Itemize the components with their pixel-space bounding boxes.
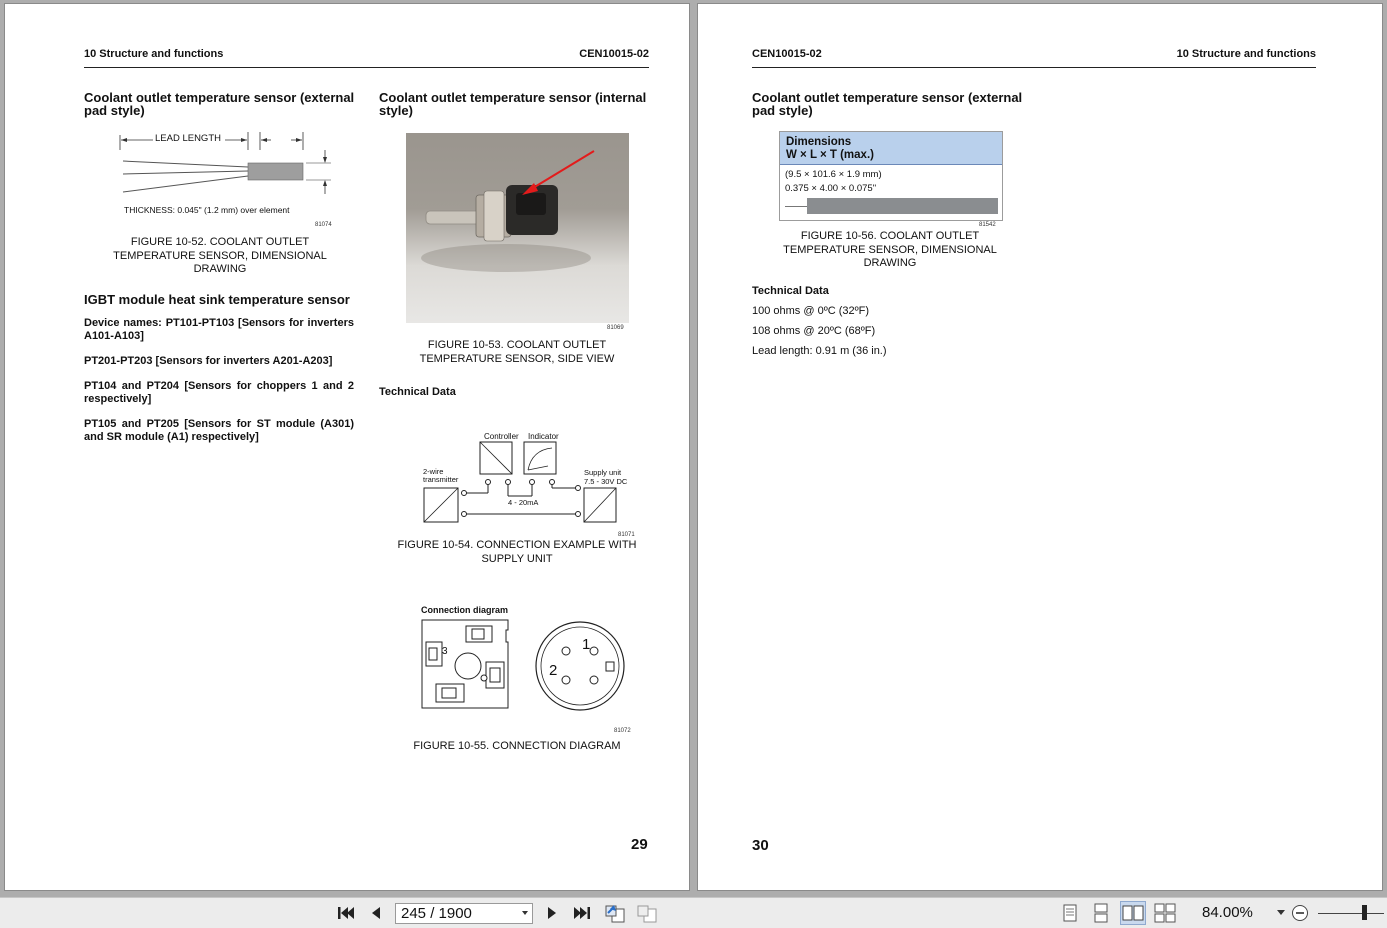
running-header-right: CEN10015-02 xyxy=(579,48,649,60)
connection-diagram-title: Connection diagram xyxy=(421,605,509,615)
lead-length-label: LEAD LENGTH xyxy=(155,133,221,144)
figure-10-52 xyxy=(113,130,343,235)
zoom-dropdown-icon[interactable] xyxy=(1275,898,1287,928)
figure-10-54 xyxy=(418,426,638,538)
zoom-out-icon[interactable] xyxy=(1290,898,1310,928)
dimensions-formula: W × L × T (max.) xyxy=(786,149,874,161)
resistance-0c: 100 ohms @ 0ºC (32ºF) xyxy=(752,305,870,317)
current-label: 4 - 20mA xyxy=(508,498,539,507)
paragraph-device-names: Device names: PT101-PT103 [Sensors for inverters A101-A103] xyxy=(84,317,354,342)
dimensions-mm: (9.5 × 101.6 × 1.9 mm) xyxy=(785,169,882,180)
figure-10-52-caption: FIGURE 10-52. COOLANT OUTLET TEMPERATURE SENSOR, DIMENSIONAL DRAWING xyxy=(113,236,327,275)
running-header-left: 10 Structure and functions xyxy=(84,48,224,60)
section-title-external-pad: Coolant outlet temperature sensor (external pad style) xyxy=(752,90,1023,118)
dimensions-inches: 0.375 × 4.00 × 0.075" xyxy=(785,183,877,194)
paragraph-pt104: PT104 and PT204 [Sensors for choppers 1 and 2 respectively] xyxy=(84,380,354,405)
technical-data-heading: Technical Data xyxy=(379,386,456,398)
pin-1-label: 1 xyxy=(582,636,591,653)
previous-page-icon[interactable] xyxy=(364,898,388,928)
page-number: 29 xyxy=(631,836,648,853)
figure-10-55-caption: FIGURE 10-55. CONNECTION DIAGRAM xyxy=(413,740,621,752)
paragraph-pt201: PT201-PT203 [Sensors for inverters A201-A203] xyxy=(84,355,333,367)
figure-code: 81069 xyxy=(607,325,624,331)
section-title-igbt: IGBT module heat sink temperature sensor xyxy=(84,292,350,307)
header-rule xyxy=(752,67,1316,68)
figure-code: 81071 xyxy=(618,532,635,538)
section-title-internal-style: Coolant outlet temperature sensor (internal style) xyxy=(379,90,647,118)
header-rule xyxy=(84,67,649,68)
document-page-29 xyxy=(5,4,689,890)
sensor-pad-drawing xyxy=(807,198,998,214)
chevron-down-icon[interactable] xyxy=(522,911,528,915)
document-page-30 xyxy=(698,4,1382,890)
continuous-view-icon[interactable] xyxy=(1088,898,1114,928)
running-header-left: CEN10015-02 xyxy=(752,48,822,60)
page-number: 30 xyxy=(752,837,769,854)
figure-10-53-caption: FIGURE 10-53. COOLANT OUTLET TEMPERATURE SENSOR, SIDE VIEW xyxy=(419,339,615,365)
figure-10-56-caption: FIGURE 10-56. COOLANT OUTLET TEMPERATURE SENSOR, DIMENSIONAL DRAWING xyxy=(783,230,997,269)
figure-code: 81072 xyxy=(614,728,631,734)
page-number-value: 245 / 1900 xyxy=(401,905,472,922)
next-view-icon[interactable] xyxy=(634,898,660,928)
first-page-icon[interactable] xyxy=(334,898,358,928)
zoom-level[interactable]: 84.00% xyxy=(1202,904,1253,921)
lead-length: Lead length: 0.91 m (36 in.) xyxy=(752,345,887,357)
transmitter-label: 2-wire transmitter xyxy=(423,467,459,484)
facing-view-icon[interactable] xyxy=(1120,901,1146,925)
single-page-view-icon[interactable] xyxy=(1057,898,1083,928)
controller-label: Controller xyxy=(484,432,519,441)
technical-data-heading: Technical Data xyxy=(752,285,829,297)
previous-view-icon[interactable] xyxy=(602,898,628,928)
pin-3-label: 3 xyxy=(442,646,448,657)
dimensions-title: Dimensions xyxy=(786,136,852,148)
viewer-toolbar xyxy=(0,897,1387,928)
zoom-slider-handle[interactable] xyxy=(1362,905,1367,920)
next-page-icon[interactable] xyxy=(540,898,564,928)
section-title-external-pad: Coolant outlet temperature sensor (external pad style) xyxy=(84,90,355,118)
thickness-label: THICKNESS: 0.045" (1.2 mm) over element xyxy=(124,205,290,215)
last-page-icon[interactable] xyxy=(570,898,594,928)
figure-code: 81074 xyxy=(315,222,332,228)
pin-2-label: 2 xyxy=(549,662,558,679)
dimensions-header xyxy=(780,132,1002,165)
paragraph-pt105: PT105 and PT205 [Sensors for ST module (A301) and SR module (A1) respectively] xyxy=(84,418,354,443)
page-number-field[interactable] xyxy=(395,903,533,924)
zoom-slider-track[interactable] xyxy=(1318,913,1384,914)
figure-code: 81542 xyxy=(979,222,996,228)
continuous-facing-view-icon[interactable] xyxy=(1152,898,1178,928)
figure-10-54-caption: FIGURE 10-54. CONNECTION EXAMPLE WITH SUPPLY UNIT xyxy=(397,539,637,565)
supply-unit-label: Supply unit xyxy=(584,468,622,477)
figure-10-55 xyxy=(418,600,638,735)
resistance-20c: 108 ohms @ 20ºC (68ºF) xyxy=(752,325,876,337)
running-header-right: 10 Structure and functions xyxy=(1176,48,1316,60)
figure-10-56 xyxy=(779,131,1003,221)
supply-voltage-label: 7.5 - 30V DC xyxy=(584,477,628,486)
sensor-photo xyxy=(406,133,629,323)
indicator-label: Indicator xyxy=(528,432,559,441)
